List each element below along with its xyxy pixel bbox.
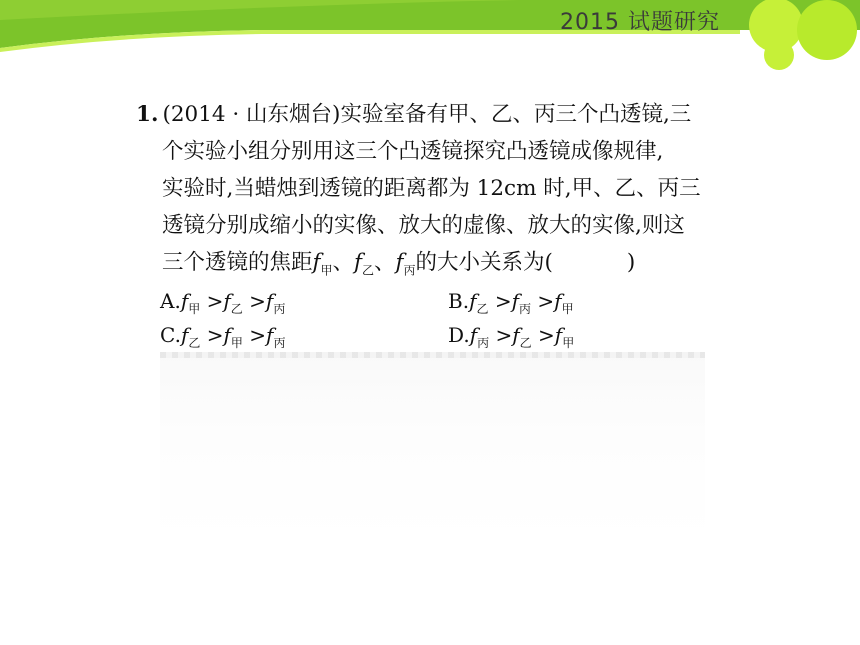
subscript: 乙 — [230, 302, 243, 316]
focal-symbol: f — [469, 289, 477, 313]
subscript: 甲 — [230, 336, 243, 350]
subscript: 乙 — [519, 336, 532, 350]
options-block — [160, 284, 720, 352]
option-label: D. — [448, 323, 470, 347]
focal-symbol: f — [180, 289, 189, 313]
option-label: A. — [160, 289, 181, 313]
subscript: 乙 — [188, 336, 201, 350]
operator: > — [489, 323, 513, 347]
operator: > — [242, 323, 267, 347]
question-block — [136, 96, 736, 281]
subscript: 甲 — [320, 263, 333, 278]
text-segment: 的大小关系为( — [415, 250, 553, 275]
focal-symbol: f — [223, 323, 231, 347]
option-label: B. — [448, 289, 470, 313]
question-text: (2014 · 山东烟台)实验室备有甲、乙、丙三个凸透镜,三 — [162, 102, 692, 127]
question-number: 1. — [136, 102, 159, 127]
subscript: 甲 — [188, 302, 201, 316]
separator: 、 — [374, 250, 396, 275]
faded-area-edge — [160, 352, 705, 358]
subscript: 丙 — [403, 263, 416, 278]
header-title: 2015 试题研究 — [560, 10, 720, 35]
operator: > — [531, 289, 555, 313]
question-line-5 — [136, 244, 736, 281]
question-line-2: 个实验小组分别用这三个凸透镜探究凸透镜成像规律, — [162, 139, 664, 164]
focal-symbol: f — [223, 289, 231, 313]
text-segment: 三个透镜的焦距 — [162, 250, 313, 275]
header-banner — [0, 0, 860, 55]
focal-symbol: f — [511, 289, 520, 313]
close-paren: ) — [626, 250, 636, 275]
focal-symbol: f — [312, 250, 321, 275]
subscript: 丙 — [273, 336, 286, 350]
question-line-1 — [136, 96, 736, 133]
operator: > — [242, 289, 266, 313]
focal-symbol: f — [180, 323, 189, 347]
focal-symbol: f — [354, 250, 362, 275]
question-line-4: 透镜分别成缩小的实像、放大的虚像、放大的实像,则这 — [162, 213, 685, 238]
subscript: 乙 — [361, 263, 374, 278]
focal-symbol: f — [554, 289, 562, 313]
subscript: 甲 — [562, 336, 575, 350]
banner-graphic — [0, 0, 860, 70]
focal-symbol: f — [395, 250, 404, 275]
subscript: 甲 — [561, 302, 574, 316]
focal-symbol: f — [469, 323, 478, 347]
focal-symbol: f — [554, 323, 563, 347]
faded-answer-area — [160, 352, 705, 542]
subscript: 丙 — [519, 302, 532, 316]
options-row-1 — [160, 284, 720, 318]
focal-symbol: f — [265, 289, 274, 313]
option-label: C. — [160, 323, 181, 347]
operator: > — [531, 323, 555, 347]
subscript: 乙 — [476, 302, 489, 316]
subscript: 丙 — [477, 336, 490, 350]
focal-symbol: f — [512, 323, 520, 347]
operator: > — [200, 323, 224, 347]
options-row-2 — [160, 318, 720, 352]
subscript: 丙 — [273, 302, 286, 316]
separator: 、 — [332, 250, 355, 275]
focal-symbol: f — [266, 323, 274, 347]
operator: > — [488, 289, 512, 313]
question-line-3: 实验时,当蜡烛到透镜的距离都为 12cm 时,甲、乙、丙三 — [162, 176, 701, 201]
operator: > — [200, 289, 224, 313]
